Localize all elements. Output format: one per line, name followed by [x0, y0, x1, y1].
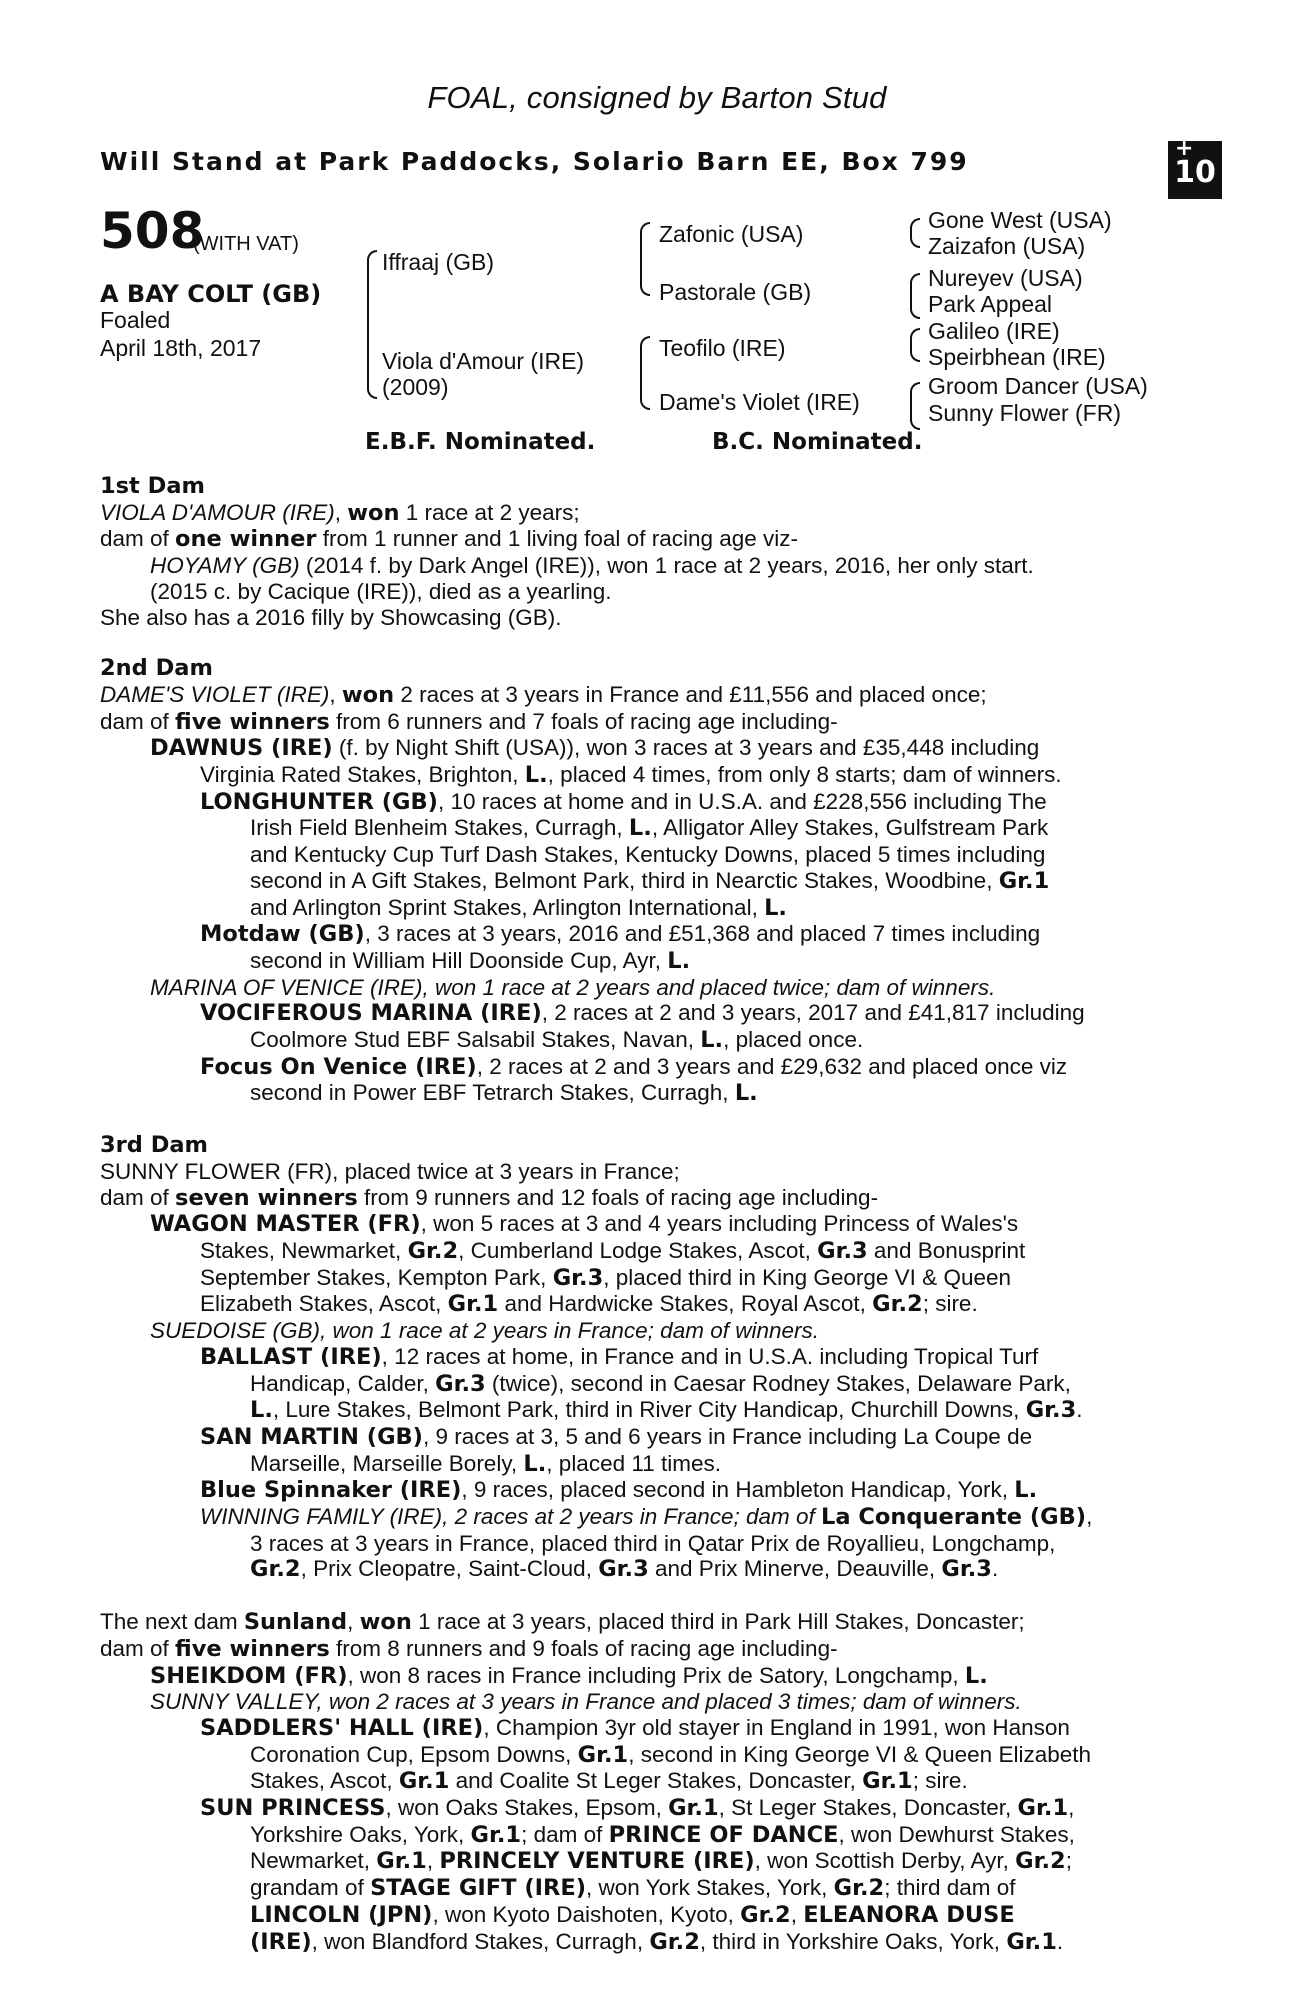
text: , placed once.	[723, 1027, 864, 1053]
text: .	[1056, 1928, 1064, 1954]
text: Handicap, Calder,	[250, 1370, 436, 1396]
pedigree-brace-sire	[640, 222, 650, 296]
third-dam-line	[100, 1318, 1204, 1344]
dam-name: DAME'S VIOLET (IRE)	[100, 681, 330, 707]
text: Newmarket,	[250, 1848, 377, 1874]
second-dam-line	[100, 1054, 1204, 1081]
text: second in Power EBF Tetrarch Stakes, Curragh,	[250, 1080, 735, 1106]
pedigree-dsd: Speirbhean (IRE)	[928, 344, 1106, 370]
pedigree-sire-dam: Pastorale (GB)	[659, 279, 812, 305]
grade: Gr.3	[817, 1237, 868, 1264]
foaled-date: April 18th, 2017	[100, 335, 262, 361]
badge-number: 10	[1174, 155, 1216, 190]
text: Irish Field Blenheim Stakes, Curragh,	[250, 815, 629, 841]
text: , placed 4 times, from only 8 starts; dam of winners.	[547, 762, 1062, 788]
grade: Gr.1	[862, 1768, 913, 1795]
grade: Gr.1	[1006, 1928, 1057, 1955]
text-bold: won	[347, 499, 400, 526]
text: (twice), second in Caesar Rodney Stakes, Delaware Park,	[485, 1370, 1071, 1396]
section-gap	[100, 1583, 1204, 1609]
pedigree-brace-sd	[910, 273, 920, 319]
horse-name: HOYAMY (GB)	[150, 553, 300, 579]
second-dam-line	[100, 868, 1204, 895]
text: , Prix Cleopatre, Saint-Cloud,	[300, 1556, 599, 1582]
text: ,	[334, 499, 348, 525]
grade: Gr.1	[398, 1768, 450, 1795]
pedigree-brace-dd	[910, 382, 920, 430]
second-dam-line	[100, 789, 1204, 816]
grade: Gr.1	[447, 1291, 499, 1318]
dam-name: Sunland	[243, 1609, 348, 1636]
lot-name: A BAY COLT (GB)	[100, 280, 322, 308]
text: , won 8 races in France including Prix de Satory, Longchamp,	[347, 1662, 965, 1688]
text: grandam of	[250, 1875, 371, 1901]
text: Yorkshire Oaks, York,	[250, 1821, 471, 1847]
grade: L.	[700, 1027, 724, 1054]
text: and Hardwicke Stakes, Royal Ascot,	[498, 1291, 873, 1317]
third-dam-line	[100, 1211, 1204, 1238]
text: , won Blandford Stakes, Curragh,	[311, 1928, 650, 1954]
second-dam-line: and Kentucky Cup Turf Dash Stakes, Kentucky Downs, placed 5 times including	[250, 842, 1046, 868]
text: ,	[426, 1848, 440, 1874]
foaled-block	[100, 306, 261, 362]
pedigree-ssd: Zaizafon (USA)	[928, 233, 1086, 259]
text-bold: won	[359, 1609, 412, 1636]
first-dam-heading: 1st Dam	[100, 474, 205, 499]
text: , 12 races at home, in France and in U.S.A. including Tropical Turf	[381, 1343, 1039, 1369]
text: , second in King George VI & Queen Elizabeth	[628, 1741, 1092, 1767]
text: Stakes, Ascot,	[250, 1768, 399, 1794]
text: from 8 runners and 9 foals of racing age including-	[329, 1635, 838, 1661]
grade: Gr.1	[1017, 1795, 1069, 1822]
grade: Gr.3	[941, 1556, 992, 1583]
text-italic: WINNING FAMILY (IRE), 2 races at 2 years in France; dam of	[200, 1504, 822, 1530]
grade: Gr.1	[998, 867, 1050, 894]
grade: L.	[523, 1450, 547, 1477]
text: from 9 runners and 12 foals of racing age including-	[357, 1184, 879, 1210]
first-dam-line: (2015 c. by Cacique (IRE)), died as a yearling.	[150, 578, 612, 604]
grade: Gr.2	[833, 1875, 885, 1902]
text: Stakes, Newmarket,	[200, 1237, 408, 1263]
horse-name: Motdaw (GB)	[200, 921, 365, 948]
horse-name: SUNNY VALLEY, won 2 races at 3 years in France and placed 3 times; dam of winners.	[150, 1689, 1022, 1715]
text: The next dam	[100, 1609, 244, 1635]
first-dam-line	[100, 526, 1204, 553]
grade: Gr.3	[598, 1556, 649, 1583]
grade: Gr.2	[872, 1291, 923, 1318]
grade: L.	[628, 815, 652, 842]
text: (f. by Night Shift (USA)), won 3 races at 3 years and £35,448 including	[332, 735, 1040, 761]
third-dam-line	[100, 1265, 1204, 1292]
text: dam of	[100, 1635, 176, 1661]
first-dam-line: She also has a 2016 filly by Showcasing (GB).	[100, 604, 562, 630]
next-dam-line	[100, 1795, 1204, 1822]
text: 2 races at 3 years in France and £11,556 and placed once;	[394, 681, 987, 707]
text: ; dam of	[521, 1821, 609, 1847]
horse-name: La Conquerante (GB)	[821, 1504, 1087, 1531]
third-dam-line	[100, 1371, 1204, 1398]
next-dam-line	[100, 1822, 1204, 1849]
text: and Arlington Sprint Stakes, Arlington International,	[250, 894, 765, 920]
text: , won Oaks Stakes, Epsom,	[385, 1795, 669, 1821]
text: , third in Yorkshire Oaks, York,	[699, 1928, 1007, 1954]
grade: Gr.3	[1025, 1397, 1077, 1424]
horse-name: MARINA OF VENICE (IRE), won 1 race at 2 years and placed twice; dam of winners.	[150, 974, 996, 1000]
grade: Gr.2	[1015, 1848, 1066, 1875]
horse-name: PRINCELY VENTURE (IRE)	[439, 1848, 755, 1875]
text: , 2 races at 2 and 3 years, 2017 and £41,817 including	[541, 1000, 1085, 1026]
grade: Gr.2	[407, 1237, 459, 1264]
text: , Cumberland Lodge Stakes, Ascot,	[458, 1237, 818, 1263]
text: .	[1076, 1397, 1083, 1423]
first-dam-line	[100, 553, 1204, 579]
third-dam-line: SUNNY FLOWER (FR), placed twice at 3 years in France;	[100, 1158, 680, 1184]
text: and Prix Minerve, Deauville,	[648, 1556, 942, 1582]
second-dam-line	[100, 948, 1204, 975]
horse-name: SHEIKDOM (FR)	[150, 1662, 348, 1689]
horse-name: ELEANORA DUSE	[803, 1901, 1015, 1928]
text: dam of	[100, 708, 176, 734]
pedigree-sire: Iffraaj (GB)	[382, 249, 495, 275]
pedigree-sds: Nureyev (USA)	[928, 265, 1083, 291]
third-dam-line	[100, 1424, 1204, 1451]
next-dam-line	[100, 1715, 1204, 1742]
text: , 9 races at 3, 5 and 6 years in France including La Coupe de	[422, 1423, 1033, 1449]
horse-name: Blue Spinnaker (IRE)	[200, 1477, 462, 1504]
text: (2014 f. by Dark Angel (IRE)), won 1 race at 2 years, 2016, her only start.	[299, 553, 1034, 579]
next-dam-line	[100, 1902, 1204, 1929]
text-bold: five winners	[175, 708, 330, 735]
dam-name: VIOLA D'AMOUR (IRE)	[100, 499, 335, 525]
pedigree-body	[100, 474, 1204, 1955]
second-dam-line	[100, 975, 1204, 1001]
horse-name: SUEDOISE (GB), won 1 race at 2 years in France; dam of winners.	[150, 1318, 820, 1344]
pedigree-dam-sire: Teofilo (IRE)	[659, 335, 786, 361]
text: Marseille, Marseille Borely,	[250, 1450, 524, 1476]
second-dam-line	[100, 735, 1204, 762]
next-dam-line	[100, 1636, 1204, 1663]
bc-nominated: B.C. Nominated.	[712, 429, 923, 455]
grade: L.	[524, 762, 548, 789]
text: , placed third in King George VI & Queen	[603, 1264, 1011, 1290]
horse-name: PRINCE OF DANCE	[608, 1821, 839, 1848]
text: ,	[347, 1609, 360, 1635]
pedigree-brace-ss	[910, 218, 920, 248]
text-bold: won	[341, 681, 395, 708]
next-dam-line	[100, 1875, 1204, 1902]
text: ;	[1065, 1848, 1072, 1874]
grade: L.	[734, 1080, 758, 1107]
horse-name: BALLAST (IRE)	[200, 1343, 382, 1370]
pedigree-brace-ds	[910, 328, 920, 362]
second-dam-line	[100, 682, 1204, 709]
third-dam-line	[100, 1397, 1204, 1424]
text: ,	[329, 681, 342, 707]
text: ,	[790, 1901, 804, 1927]
third-dam-line	[100, 1291, 1204, 1318]
text: dam of	[100, 1184, 176, 1210]
text: Virginia Rated Stakes, Brighton,	[200, 762, 525, 788]
text: , won Dewhurst Stakes,	[838, 1821, 1075, 1847]
stand-location: Will Stand at Park Paddocks, Solario Barn EE, Box 799	[100, 147, 969, 176]
text: Elizabeth Stakes, Ascot,	[200, 1291, 448, 1317]
foaled-label: Foaled	[100, 307, 171, 333]
horse-name: (IRE)	[250, 1928, 312, 1955]
lot-number: 508	[100, 202, 205, 260]
grade: Gr.3	[552, 1264, 604, 1291]
text: 1 race at 2 years;	[399, 499, 580, 525]
text-bold: seven winners	[175, 1184, 358, 1211]
third-dam-line	[100, 1344, 1204, 1371]
third-dam-line	[100, 1238, 1204, 1265]
grade: Gr.2	[649, 1928, 700, 1955]
pedigree-sdd: Park Appeal	[928, 291, 1053, 317]
pedigree-ddd: Sunny Flower (FR)	[928, 400, 1121, 426]
grade: Gr.1	[470, 1821, 522, 1848]
horse-name: STAGE GIFT (IRE)	[370, 1875, 586, 1902]
horse-name: Focus On Venice (IRE)	[200, 1053, 477, 1080]
horse-name: LONGHUNTER (GB)	[200, 788, 438, 815]
text: , 10 races at home and in U.S.A. and £228,556 including The	[437, 788, 1047, 814]
grade: L.	[250, 1397, 273, 1424]
pedigree-dam-year: (2009)	[382, 374, 449, 400]
horse-name: LINCOLN (JPN)	[250, 1901, 433, 1928]
pedigree-brace-dam	[640, 336, 650, 410]
third-dam-line	[100, 1477, 1204, 1504]
text: ; third dam of	[884, 1875, 1016, 1901]
text: September Stakes, Kempton Park,	[200, 1264, 553, 1290]
pedigree-dam: Viola d'Amour (IRE)	[382, 348, 585, 374]
second-dam-line	[100, 1080, 1204, 1107]
text: ,	[1086, 1504, 1093, 1530]
pedigree-sss: Gone West (USA)	[928, 207, 1112, 233]
text: , St Leger Stakes, Doncaster,	[718, 1795, 1018, 1821]
grade: Gr.2	[740, 1901, 791, 1928]
horse-name: SUN PRINCESS	[200, 1795, 386, 1822]
next-dam-line	[100, 1742, 1204, 1769]
third-dam-line	[100, 1504, 1204, 1531]
text: , won York Stakes, York,	[586, 1875, 834, 1901]
section-gap	[100, 1107, 1204, 1133]
second-dam-line	[100, 762, 1204, 789]
first-dam-line	[100, 500, 1204, 527]
text: , Alligator Alley Stakes, Gulfstream Park	[651, 815, 1049, 841]
pedigree-dam-dam: Dame's Violet (IRE)	[659, 389, 860, 415]
horse-name: VOCIFEROUS MARINA (IRE)	[200, 1000, 542, 1027]
text: , Lure Stakes, Belmont Park, third in River City Handicap, Churchill Downs,	[272, 1397, 1026, 1423]
second-dam-line	[100, 921, 1204, 948]
third-dam-line: 3 races at 3 years in France, placed third in Qatar Prix de Royallieu, Longchamp,	[250, 1530, 1056, 1556]
text: second in A Gift Stakes, Belmont Park, third in Nearctic Stakes, Woodbine,	[250, 867, 999, 893]
text: , won 5 races at 3 and 4 years including Princess of Wales's	[420, 1211, 1019, 1237]
text: , won Scottish Derby, Ayr,	[754, 1848, 1016, 1874]
next-dam-line	[100, 1663, 1204, 1690]
second-dam-line	[100, 709, 1204, 736]
text: , 9 races, placed second in Hambleton Handicap, York,	[461, 1477, 1015, 1503]
text: , placed 11 times.	[546, 1450, 721, 1476]
ebf-nominated: E.B.F. Nominated.	[365, 429, 596, 455]
text: , won Kyoto Daishoten, Kyoto,	[432, 1901, 741, 1927]
text: Coolmore Stud EBF Salsabil Stakes, Navan,	[250, 1027, 701, 1053]
text-bold: one winner	[175, 526, 317, 553]
text: dam of	[100, 526, 176, 552]
text: and Coalite St Leger Stakes, Doncaster,	[449, 1768, 863, 1794]
lot-vat: (WITH VAT)	[193, 233, 299, 255]
text: , 2 races at 2 and 3 years and £29,632 and placed once viz	[476, 1053, 1068, 1079]
page-badge	[1168, 136, 1222, 199]
grade: Gr.1	[668, 1795, 719, 1822]
pedigree-dds: Groom Dancer (USA)	[928, 373, 1148, 399]
third-dam-line	[100, 1185, 1204, 1212]
grade: L.	[1014, 1477, 1038, 1504]
pedigree-sire-sire: Zafonic (USA)	[659, 221, 804, 247]
text: ; sire.	[912, 1768, 968, 1794]
text: ; sire.	[922, 1291, 978, 1317]
horse-name: SADDLERS' HALL (IRE)	[200, 1714, 484, 1741]
next-dam-line	[100, 1768, 1204, 1795]
next-dam-line	[100, 1848, 1204, 1875]
text: second in William Hill Doonside Cup, Ayr,	[250, 947, 668, 973]
grade: Gr.1	[577, 1741, 629, 1768]
horse-name: WAGON MASTER (FR)	[150, 1211, 421, 1238]
badge-plus: +	[1175, 136, 1194, 161]
text-bold: five winners	[175, 1635, 330, 1662]
grade: Gr.1	[376, 1848, 427, 1875]
grade: L.	[964, 1662, 988, 1689]
pedigree-dss: Galileo (IRE)	[928, 318, 1060, 344]
horse-name: DAWNUS (IRE)	[150, 735, 333, 762]
text: from 1 runner and 1 living foal of racing age viz-	[316, 526, 799, 552]
horse-name: SAN MARTIN (GB)	[200, 1423, 423, 1450]
second-dam-line	[100, 895, 1204, 922]
section-gap	[100, 630, 1204, 656]
grade: Gr.2	[250, 1556, 301, 1583]
text: ,	[1068, 1795, 1075, 1821]
next-dam-line	[100, 1689, 1204, 1715]
text: , Champion 3yr old stayer in England in 1991, won Hanson	[483, 1714, 1070, 1740]
grade: Gr.3	[435, 1370, 486, 1397]
next-dam-line	[100, 1609, 1204, 1636]
page-header-title: FOAL, consigned by Barton Stud	[427, 80, 887, 115]
text: Coronation Cup, Epsom Downs,	[250, 1741, 578, 1767]
next-dam-line	[100, 1929, 1204, 1956]
text: and Bonusprint	[867, 1237, 1026, 1263]
text: 1 race at 3 years, placed third in Park Hill Stakes, Doncaster;	[411, 1609, 1025, 1635]
third-dam-heading: 3rd Dam	[100, 1133, 208, 1159]
second-dam-heading: 2nd Dam	[100, 656, 213, 682]
text: .	[991, 1556, 999, 1582]
grade: L.	[764, 894, 787, 921]
third-dam-line	[100, 1451, 1204, 1478]
text: from 6 runners and 7 foals of racing age including-	[329, 708, 838, 734]
third-dam-line	[100, 1556, 1204, 1583]
text: , 3 races at 3 years, 2016 and £51,368 and placed 7 times including	[364, 921, 1041, 947]
second-dam-line	[100, 1000, 1204, 1027]
second-dam-line	[100, 1027, 1204, 1054]
grade: L.	[667, 947, 691, 974]
second-dam-line	[100, 815, 1204, 842]
pedigree-brace-main	[367, 250, 377, 399]
